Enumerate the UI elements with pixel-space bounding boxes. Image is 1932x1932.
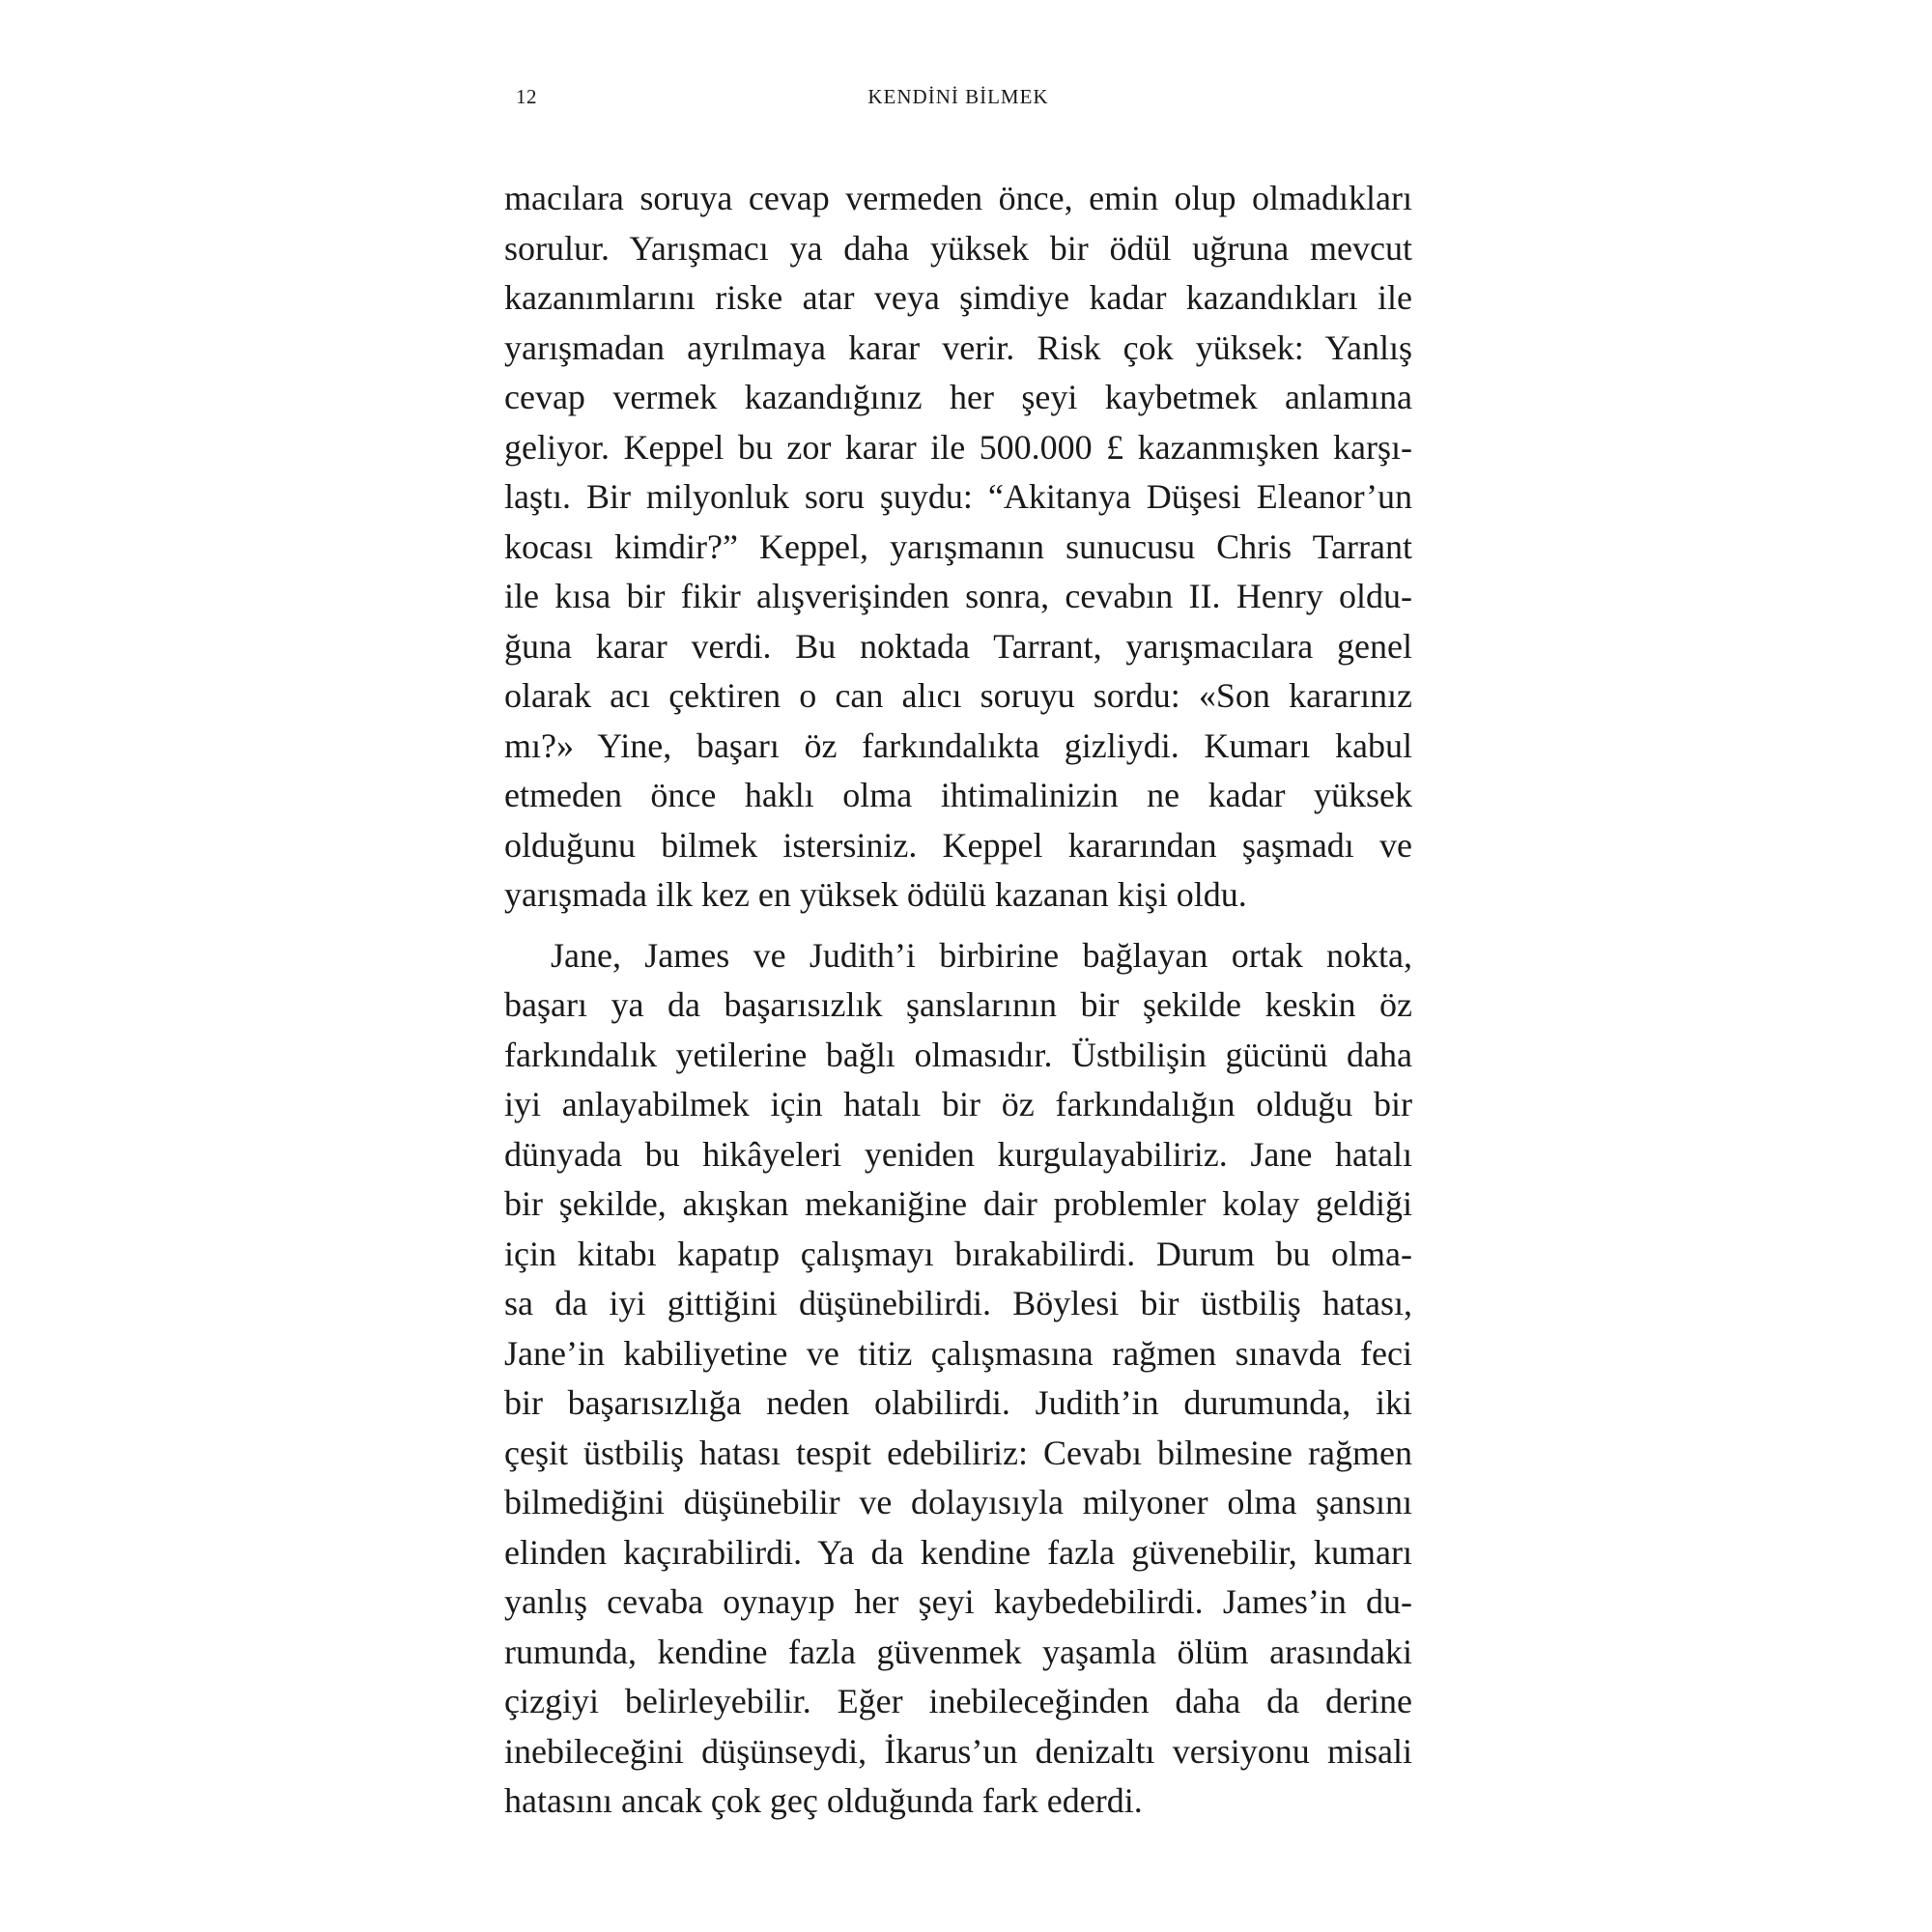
text-line: etmeden önce haklı olma ihtimalinizin ne kadar yüksek [504, 776, 1412, 814]
text-line: hatasını ancak çok geç olduğunda fark ederdi. [504, 1781, 1143, 1820]
text-line: geliyor. Keppel bu zor karar ile 500.000 £ kazanmışken karşı- [504, 427, 1412, 467]
text-line: farkındalık yetilerine bağlı olmasıdır. Üstbilişin gücünü daha [504, 1035, 1412, 1074]
text-line: ile kısa bir fikir alışverişinden sonra, cevabın II. Henry oldu- [504, 577, 1412, 615]
text-line: Jane’in kabiliyetine ve titiz çalışmasına rağmen sınavda feci [504, 1333, 1412, 1373]
text-line: çizgiyi belirleyebilir. Eğer inebileceğinden daha da derine [504, 1682, 1412, 1720]
text-line: çeşit üstbiliş hatası tespit edebiliriz: Cevabı bilmesine rağmen [504, 1433, 1412, 1472]
text-line: için kitabı kapatıp çalışmayı bırakabilirdi. Durum bu olma- [504, 1234, 1412, 1273]
text-line: sa da iyi gittiğini düşünebilirdi. Böylesi bir üstbiliş hatası, [504, 1284, 1412, 1322]
text-line: dünyada bu hikâyeleri yeniden kurgulayabiliriz. Jane hatalı [504, 1134, 1412, 1174]
text-line: cevap vermek kazandığınız her şeyi kaybetmek anlamına [504, 378, 1412, 416]
text-line: iyi anlayabilmek için hatalı bir öz farkındalığın olduğu bir [504, 1085, 1412, 1123]
text-line: macılara soruya cevap vermeden önce, emin olup olmadıkları [504, 179, 1412, 217]
text-line: inebileceğini düşünseydi, İkarus’un denizaltı versiyonu misali [504, 1731, 1412, 1771]
text-line: yarışmada ilk kez en yüksek ödülü kazanan kişi oldu. [504, 875, 1247, 914]
running-title: KENDİNİ BİLMEK [867, 85, 1049, 108]
text-line: başarı ya da başarısızlık şanslarının bir şekilde keskin öz [504, 985, 1412, 1024]
text-line: Jane, James ve Judith’i birbirine bağlayan ortak nokta, [551, 935, 1412, 975]
text-line: mı?» Yine, başarı öz farkındalıkta gizliydi. Kumarı kabul [504, 725, 1412, 765]
text-line: yanlış cevaba oynayıp her şeyi kaybedebilirdi. James’in du- [504, 1582, 1412, 1621]
text-line: ğuna karar verdi. Bu noktada Tarrant, yarışmacılara genel [504, 626, 1412, 666]
running-header [504, 85, 1412, 114]
text-line: olarak acı çektiren o can alıcı soruyu sordu: «Son kararınız [504, 676, 1412, 715]
paragraph-2 [504, 931, 1412, 1827]
text-line: bir başarısızlığa neden olabilirdi. Judith’in durumunda, iki [504, 1383, 1412, 1422]
text-line: yarışmadan ayrılmaya karar verir. Risk çok yüksek: Yanlış [504, 327, 1412, 367]
paragraph-1 [504, 174, 1412, 921]
text-line: sorulur. Yarışmacı ya daha yüksek bir ödül uğruna mevcut [504, 228, 1412, 268]
paragraph-gap [504, 921, 1412, 931]
text-line: laştı. Bir milyonluk soru şuydu: “Akitanya Düşesi Eleanor’un [504, 477, 1412, 516]
page-number: 12 [516, 85, 537, 108]
text-line: kocası kimdir?” Keppel, yarışmanın sunucusu Chris Tarrant [504, 526, 1412, 566]
text-line: kazanımlarını riske atar veya şimdiye kadar kazandıkları ile [504, 278, 1412, 317]
text-line: bilmediğini düşünebilir ve dolayısıyla milyoner olma şansını [504, 1483, 1412, 1521]
text-line: rumunda, kendine fazla güvenmek yaşamla ölüm arasındaki [504, 1632, 1412, 1671]
text-line: elinden kaçırabilirdi. Ya da kendine fazla güvenebilir, kumarı [504, 1532, 1412, 1572]
text-line: bir şekilde, akışkan mekaniğine dair problemler kolay geldiği [504, 1184, 1412, 1223]
text-line: olduğunu bilmek istersiniz. Keppel kararından şaşmadı ve [504, 825, 1412, 865]
body-text [504, 174, 1412, 1827]
